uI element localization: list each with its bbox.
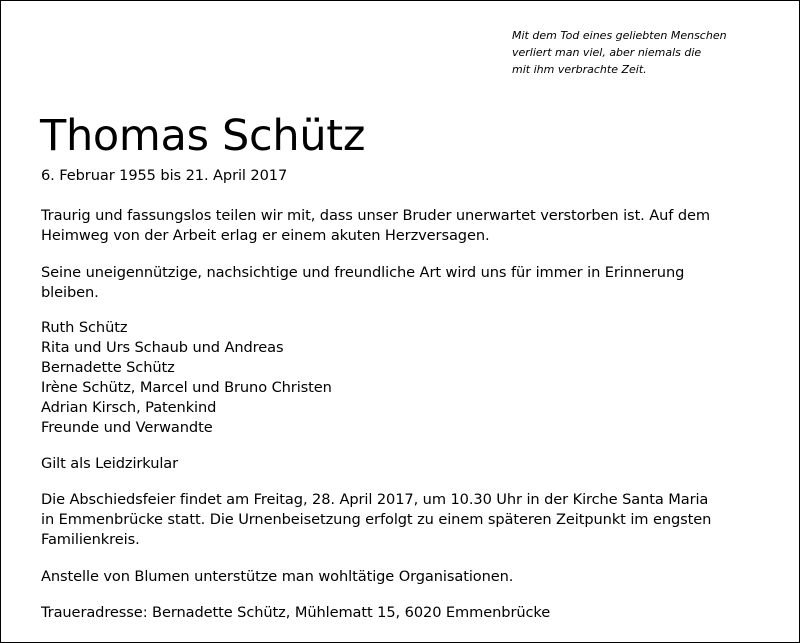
circular-note-text: Gilt als Leidzirkular	[41, 455, 179, 472]
mourner-entry: Irène Schütz, Marcel und Bruno Christen	[41, 379, 332, 396]
ceremony-paragraph	[41, 490, 771, 550]
mourner-entry: Freunde und Verwandte	[41, 419, 213, 436]
flowers-note-text: Anstelle von Blumen unterstütze man wohltätige Organisationen.	[41, 568, 514, 585]
paragraph-line: Familienkreis.	[41, 531, 140, 548]
life-dates	[41, 166, 771, 186]
circular-note	[41, 454, 771, 474]
deceased-name: Thomas Schütz	[40, 111, 366, 161]
mourner-entry: Rita und Urs Schaub und Andreas	[41, 339, 284, 356]
quote-line: mit ihm verbrachte Zeit.	[512, 63, 647, 76]
memorial-quote	[512, 27, 782, 78]
paragraph-line: Seine uneigennützige, nachsichtige und freundliche Art wird uns für immer in Erinnerung	[41, 264, 685, 281]
quote-line: Mit dem Tod eines geliebten Menschen	[512, 29, 727, 42]
paragraph-line: Traurig und fassungslos teilen wir mit, dass unser Bruder unerwartet verstorben ist. Auf dem	[41, 207, 711, 224]
announcement-paragraph	[41, 206, 771, 246]
remembrance-paragraph	[41, 263, 771, 303]
life-dates-text: 6. Februar 1955 bis 21. April 2017	[41, 167, 288, 184]
paragraph-line: Heimweg von der Arbeit erlag er einem akuten Herzversagen.	[41, 227, 490, 244]
quote-line: verliert man viel, aber niemals die	[512, 46, 702, 59]
mourner-entry: Bernadette Schütz	[41, 359, 175, 376]
mourners-list	[41, 318, 771, 438]
mourner-entry: Ruth Schütz	[41, 319, 128, 336]
paragraph-line: in Emmenbrücke statt. Die Urnenbeisetzung erfolgt zu einem späteren Zeitpunkt im engsten	[41, 511, 712, 528]
paragraph-line: bleiben.	[41, 284, 99, 301]
mourning-address-text: Traueradresse: Bernadette Schütz, Mühlematt 15, 6020 Emmenbrücke	[41, 604, 551, 621]
paragraph-line: Die Abschiedsfeier findet am Freitag, 28. April 2017, um 10.30 Uhr in der Kirche Santa Maria	[41, 491, 709, 508]
mourning-address	[41, 603, 771, 623]
flowers-note	[41, 567, 771, 587]
mourner-entry: Adrian Kirsch, Patenkind	[41, 399, 217, 416]
